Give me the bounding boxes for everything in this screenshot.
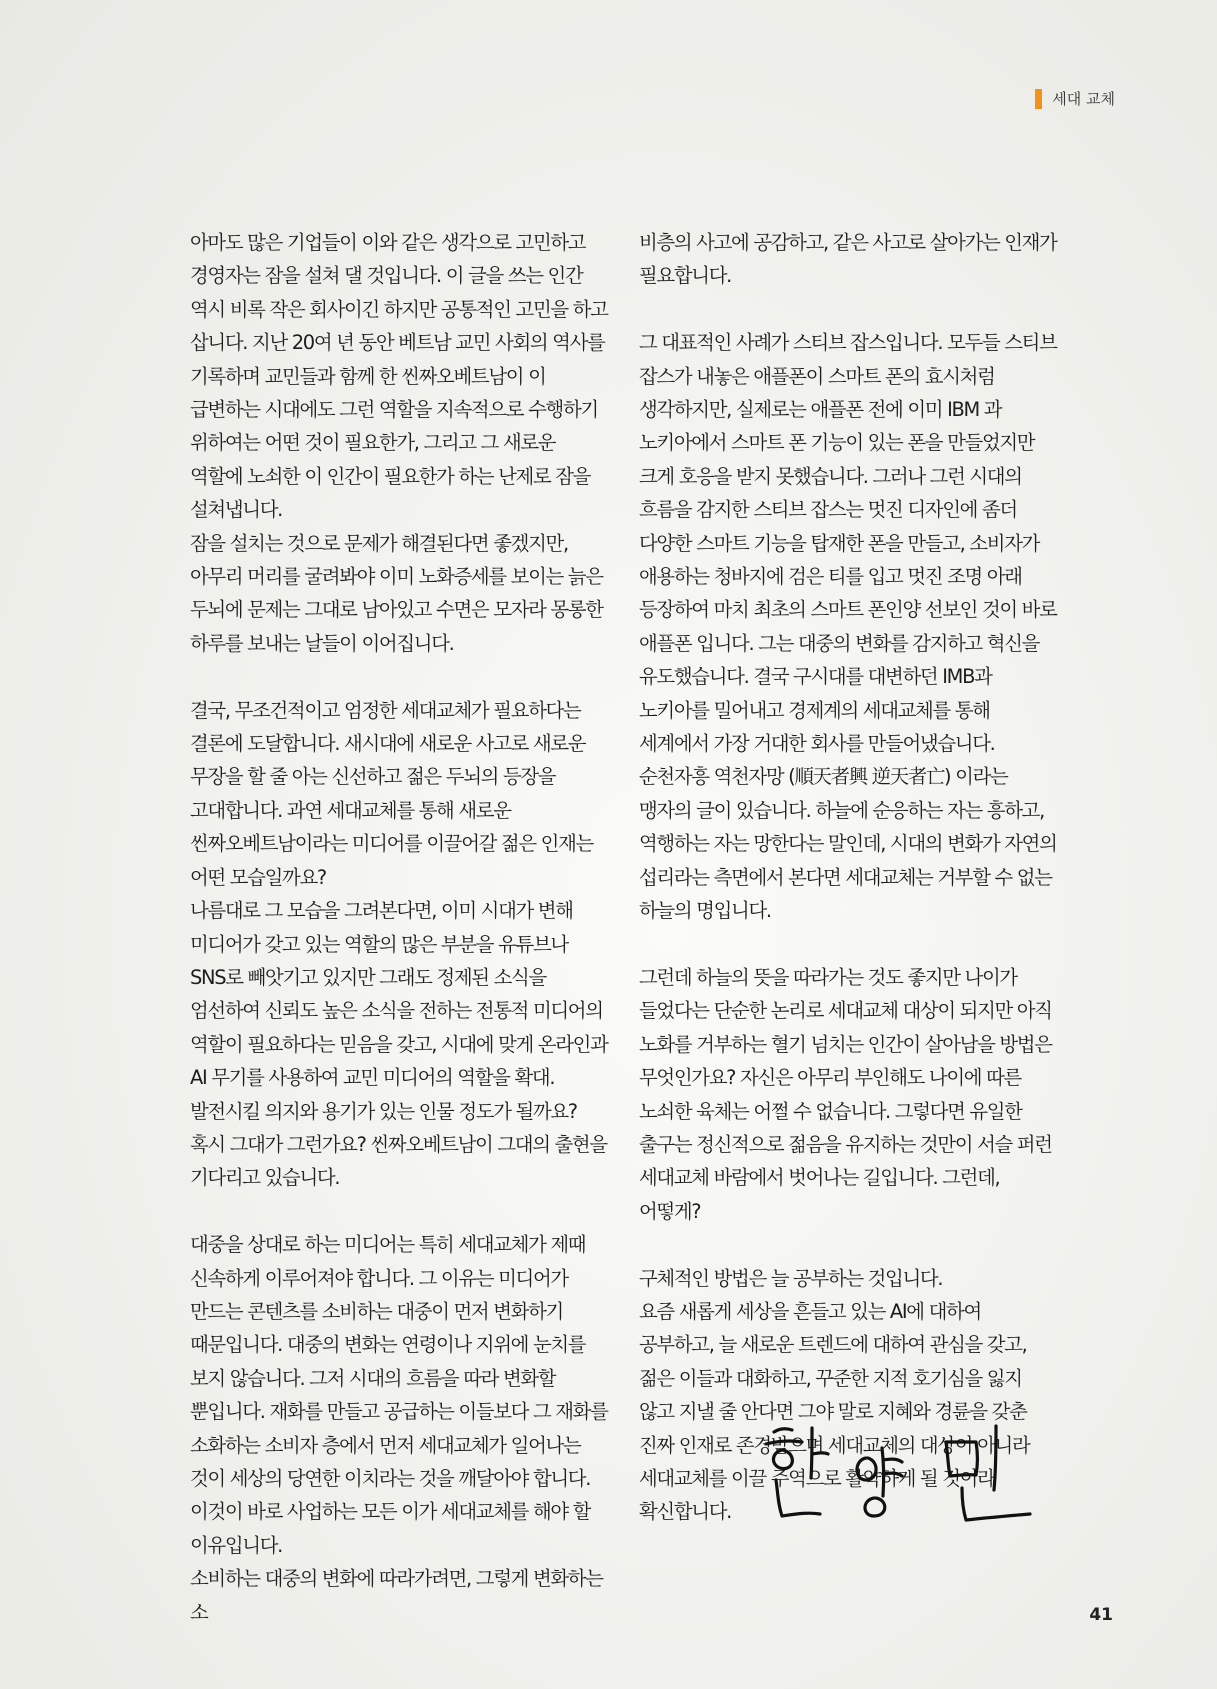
paragraph: 구체적인 방법은 늘 공부하는 것입니다. [639,1266,943,1290]
paragraph: 대중을 상대로 하는 미디어는 특히 세대교체가 제때 신속하게 이루어져야 합니다. 그 이유는 미디어가 만드는 콘텐츠를 소비하는 대중이 먼저 변화하기 때문입니다. 대중의 변화는 연령이나 지위에 눈치를 보지 않습니다. 그저 시대의 흐름을 따라 변화할 뿐입니다. 재화를 만들고 공급하는 이들보다 그 재화를 소화하는 소비자 층에서 먼저 세대교체가 일어나는 것이 세상의 당연한 이치라는 것을 깨달아야 합니다. [190,1233,608,1490]
paragraph: 혹시 그대가 그런가요? 씬짜오베트남이 그대의 출현을 기다리고 있습니다. [190,1132,607,1190]
paragraph: 잠을 설치는 것으로 문제가 해결된다면 좋겠지만, 아무리 머리를 굴려봐야 이미 노화증세를 보이는 늙은 두뇌에 문제는 그대로 남아있고 수면은 모자라 몽롱한 하루를 보내는 날들이 이어집니다. [190,531,603,655]
paragraph: 그 대표적인 사례가 스티브 잡스입니다. 모두들 스티브 잡스가 내놓은 애플폰이 스마트 폰의 효시처럼 생각하지만, 실제로는 애플폰 전에 이미 IBM 과 노키아에서 스마트 폰 기능이 있는 폰을 만들었지만 크게 호응을 받지 못했습니다. 그러나 그런 시대의 흐름을 감지한 스티브 잡스는 멋진 디자인에 좀더 다양한 스마트 기능을 탑재한 폰을 만들고, 소비자가 애용하는 청바지에 검은 티를 입고 멋진 조명 아래 등장하여 마치 최초의 스마트 폰인양 선보인 것이 바로 애플폰 입니다. 그는 대중의 변화를 감지하고 혁신을 유도했습니다. 결국 구시대를 대변하던 IMB과 노키아를 밀어내고 경제계의 세대교체를 통해 세계에서 가장 거대한 회사를 만들어냈습니다. [639,331,1057,756]
paragraph: 비층의 사고에 공감하고, 같은 사고로 살아가는 인재가 필요합니다. [639,231,1057,288]
section-title: 세대 교체 [1052,90,1115,108]
handwritten-signature [756,1418,1056,1528]
paragraph: 그런데 하늘의 뜻을 따라가는 것도 좋지만 나이가 들었다는 단순한 논리로 세대교체 대상이 되지만 아직 노화를 거부하는 혈기 넘치는 인간이 살아남을 방법은 무엇인가요? 자신은 아무리 부인해도 나이에 따른 노쇠한 육체는 어쩔 수 없습니다. 그렇다면 유일한 출구는 정신적으로 젊음을 유지하는 것만이 서슬 퍼런 세대교체 바람에서 벗어나는 길입니다. 그런데, 어떻게? [639,965,1052,1223]
paragraph-gap [639,928,1059,961]
paragraph: 나름대로 그 모습을 그려본다면, 이미 시대가 변해 미디어가 갖고 있는 역할의 많은 부분을 유튜브나 SNS로 빼앗기고 있지만 그래도 정제된 소식을 엄선하여 신뢰도 높은 소식을 전하는 전통적 미디어의 역할이 필요하다는 믿음을 갖고, 시대에 맞게 온라인과 AI 무기를 사용하여 교민 미디어의 역할을 확대. 발전시킬 의지와 용기가 있는 인물 정도가 될까요? [190,899,608,1123]
paragraph-gap [190,660,610,693]
page-number: 41 [1089,1605,1113,1625]
section-marker [1035,89,1042,109]
paragraph: 순천자흥 역천자망 (順天者興 逆天者亡) 이라는 맹자의 글이 있습니다. 하늘에 순응하는 자는 흥하고, 역행하는 자는 망한다는 말인데, 시대의 변화가 자연의 섭리라는 측면에서 본다면 세대교체는 거부할 수 없는 하늘의 명입니다. [639,765,1057,923]
paragraph: 이것이 바로 사업하는 모든 이가 세대교체를 해야 할 이유입니다. [190,1500,591,1557]
right-column [639,226,1059,1529]
paragraph: 요즘 새롭게 세상을 흔들고 있는 AI에 대하여 공부하고, 늘 새로운 트렌드에 대하여 관심을 갖고, 젊은 이들과 대화하고, 꾸준한 지적 호기심을 잃지 않고 지낼 줄 안다면 그야 말로 지혜와 경륜을 갖춘 진짜 인재로 존경받으며 세대교체의 대상이 아니라 세대교체를 이끌 주역으로 활약하게 될 것이라 확신합니다. [639,1299,1030,1524]
section-tag [1035,88,1115,109]
paragraph-gap [639,1228,1059,1261]
paragraph-gap [639,293,1059,326]
paragraph: 결국, 무조건적이고 엄정한 세대교체가 필요하다는 결론에 도달합니다. 새시대에 새로운 사고로 새로운 무장을 할 줄 아는 신선하고 젊은 두뇌의 등장을 고대합니다. 과연 세대교체를 통해 새로운 씬짜오베트남이라는 미디어를 이끌어갈 젊은 인재는 어떤 모습일까요? [190,698,593,889]
paragraph: 소비하는 대중의 변화에 따라가려면, 그렇게 변화하는 소 [190,1567,603,1624]
paragraph-gap [190,1195,610,1228]
paragraph: 아마도 많은 기업들이 이와 같은 생각으로 고민하고 경영자는 잠을 설쳐 댈 것입니다. 이 글을 쓰는 인간 역시 비록 작은 회사이긴 하지만 공통적인 고민을 하고 삽니다. 지난 20여 년 동안 베트남 교민 사회의 역사를 기록하며 교민들과 함께 한 씬짜오베트남이 이 급변하는 시대에도 그런 역할을 지속적으로 수행하기 위하여는 어떤 것이 필요한가, 그리고 그 새로운 역할에 노쇠한 이 인간이 필요한가 하는 난제로 잠을 설쳐냅니다. [190,231,608,522]
left-column [190,226,610,1629]
